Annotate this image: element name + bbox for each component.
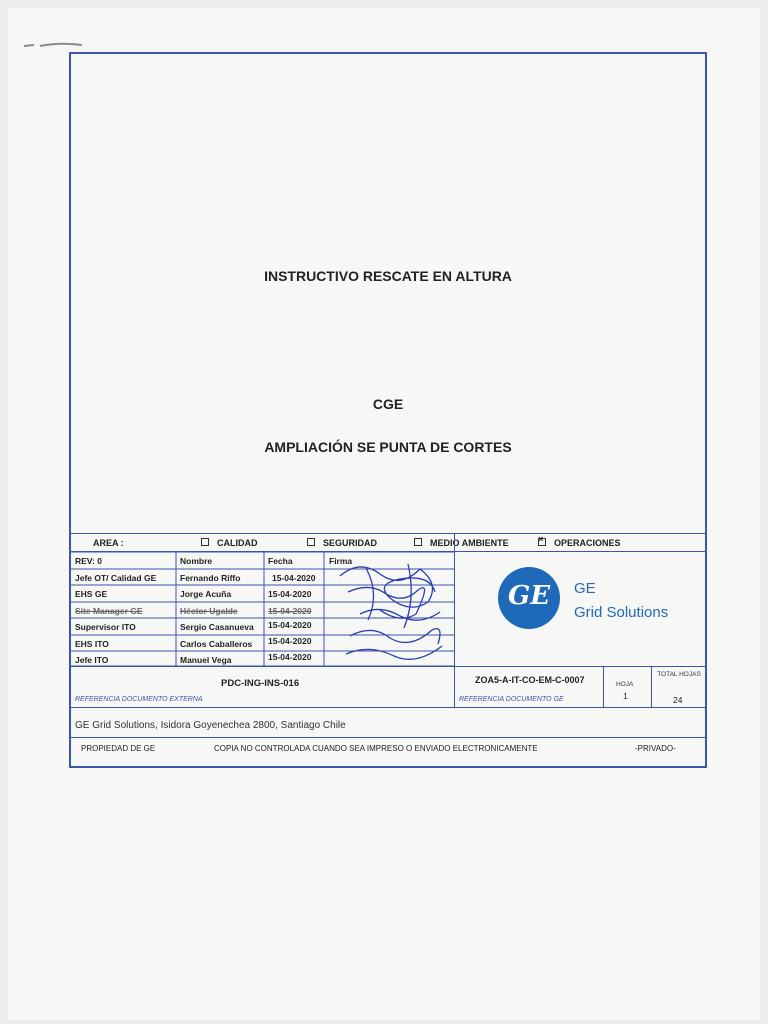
area-row	[71, 535, 705, 551]
divider	[71, 737, 705, 738]
table-row-name: Manuel Vega	[180, 655, 232, 665]
table-row-name: Fernando Riffo	[180, 573, 241, 583]
sheet-label: HOJA	[616, 681, 634, 688]
ge-reference-label: REFERENCIA DOCUMENTO GE	[459, 696, 564, 703]
table-row-date: 15-04-2020	[268, 652, 312, 662]
header-nombre: Nombre	[180, 556, 213, 566]
client-name: CGE	[372, 396, 404, 412]
area-option-medio-ambiente[interactable]: MEDIO AMBIENTE	[414, 538, 509, 548]
divider	[71, 533, 705, 534]
table-row-date: 15-04-2020	[268, 620, 312, 630]
checkbox-icon	[414, 538, 422, 546]
divider	[454, 533, 455, 666]
company-address: GE Grid Solutions, Isidora Goyenechea 2800, Santiago Chile	[75, 720, 346, 731]
external-reference-label: REFERENCIA DOCUMENTO EXTERNA	[75, 696, 203, 703]
table-row-name: Sergio Casanueva	[180, 622, 254, 632]
document-page	[8, 8, 760, 1020]
signatures-image	[320, 554, 452, 674]
table-row-role: Jefe ITO	[75, 655, 109, 665]
area-option-operaciones[interactable]: × OPERACIONES	[538, 538, 621, 548]
table-row-role: Supervisor ITO	[75, 622, 136, 632]
document-frame	[69, 52, 707, 768]
checked-checkbox-icon	[538, 538, 546, 546]
property-label: PROPIEDAD DE GE	[81, 744, 156, 753]
divider	[651, 666, 652, 707]
area-label: AREA :	[93, 538, 124, 548]
project-name: AMPLIACIÓN SE PUNTA DE CORTES	[264, 439, 512, 455]
ge-logo-icon: GE	[498, 567, 560, 629]
table-row-date: 15-04-2020	[268, 606, 312, 616]
logo-line1: GE	[574, 580, 596, 597]
table-row-role: Site Manager GE	[75, 606, 143, 616]
divider	[71, 707, 705, 708]
table-row-name: Jorge Acuña	[180, 589, 232, 599]
table-row-name: Héctor Ugalde	[180, 606, 238, 616]
rev-label: REV: 0	[75, 556, 102, 566]
table-row-role: Jefe OT/ Calidad GE	[75, 573, 157, 583]
header-firma: Firma	[329, 556, 353, 566]
area-option-calidad[interactable]: CALIDAD	[201, 538, 258, 548]
table-row-date: 15-04-2020	[268, 589, 312, 599]
header-fecha: Fecha	[268, 556, 293, 566]
logo-line2: Grid Solutions	[574, 604, 669, 621]
checkbox-icon	[201, 538, 209, 546]
total-sheets-value: 24	[673, 695, 683, 705]
table-row-role: EHS ITO	[75, 639, 109, 649]
external-reference-code: PDC-ING-INS-016	[221, 678, 300, 689]
copy-notice: COPIA NO CONTROLADA CUANDO SEA IMPRESO O ENVIADO ELECTRONICAMENTE	[214, 744, 538, 753]
divider	[454, 666, 455, 707]
checkbox-icon	[307, 538, 315, 546]
scan-mark-icon	[20, 38, 90, 52]
table-row-date: 15-04-2020	[268, 636, 312, 646]
sheet-value: 1	[623, 691, 628, 701]
area-option-seguridad[interactable]: SEGURIDAD	[307, 538, 377, 548]
divider	[603, 666, 604, 707]
table-row-role: EHS GE	[75, 589, 108, 599]
divider	[455, 666, 707, 667]
document-title: INSTRUCTIVO RESCATE EN ALTURA	[264, 268, 512, 284]
total-sheets-label: TOTAL HOJAS	[657, 671, 701, 678]
table-row-name: Carlos Caballeros	[180, 639, 253, 649]
table-row-date: 15-04-2020	[272, 573, 316, 583]
privacy-label: -PRIVADO-	[635, 744, 676, 753]
ge-reference-code: ZOA5-A-IT-CO-EM-C-0007	[475, 675, 585, 685]
